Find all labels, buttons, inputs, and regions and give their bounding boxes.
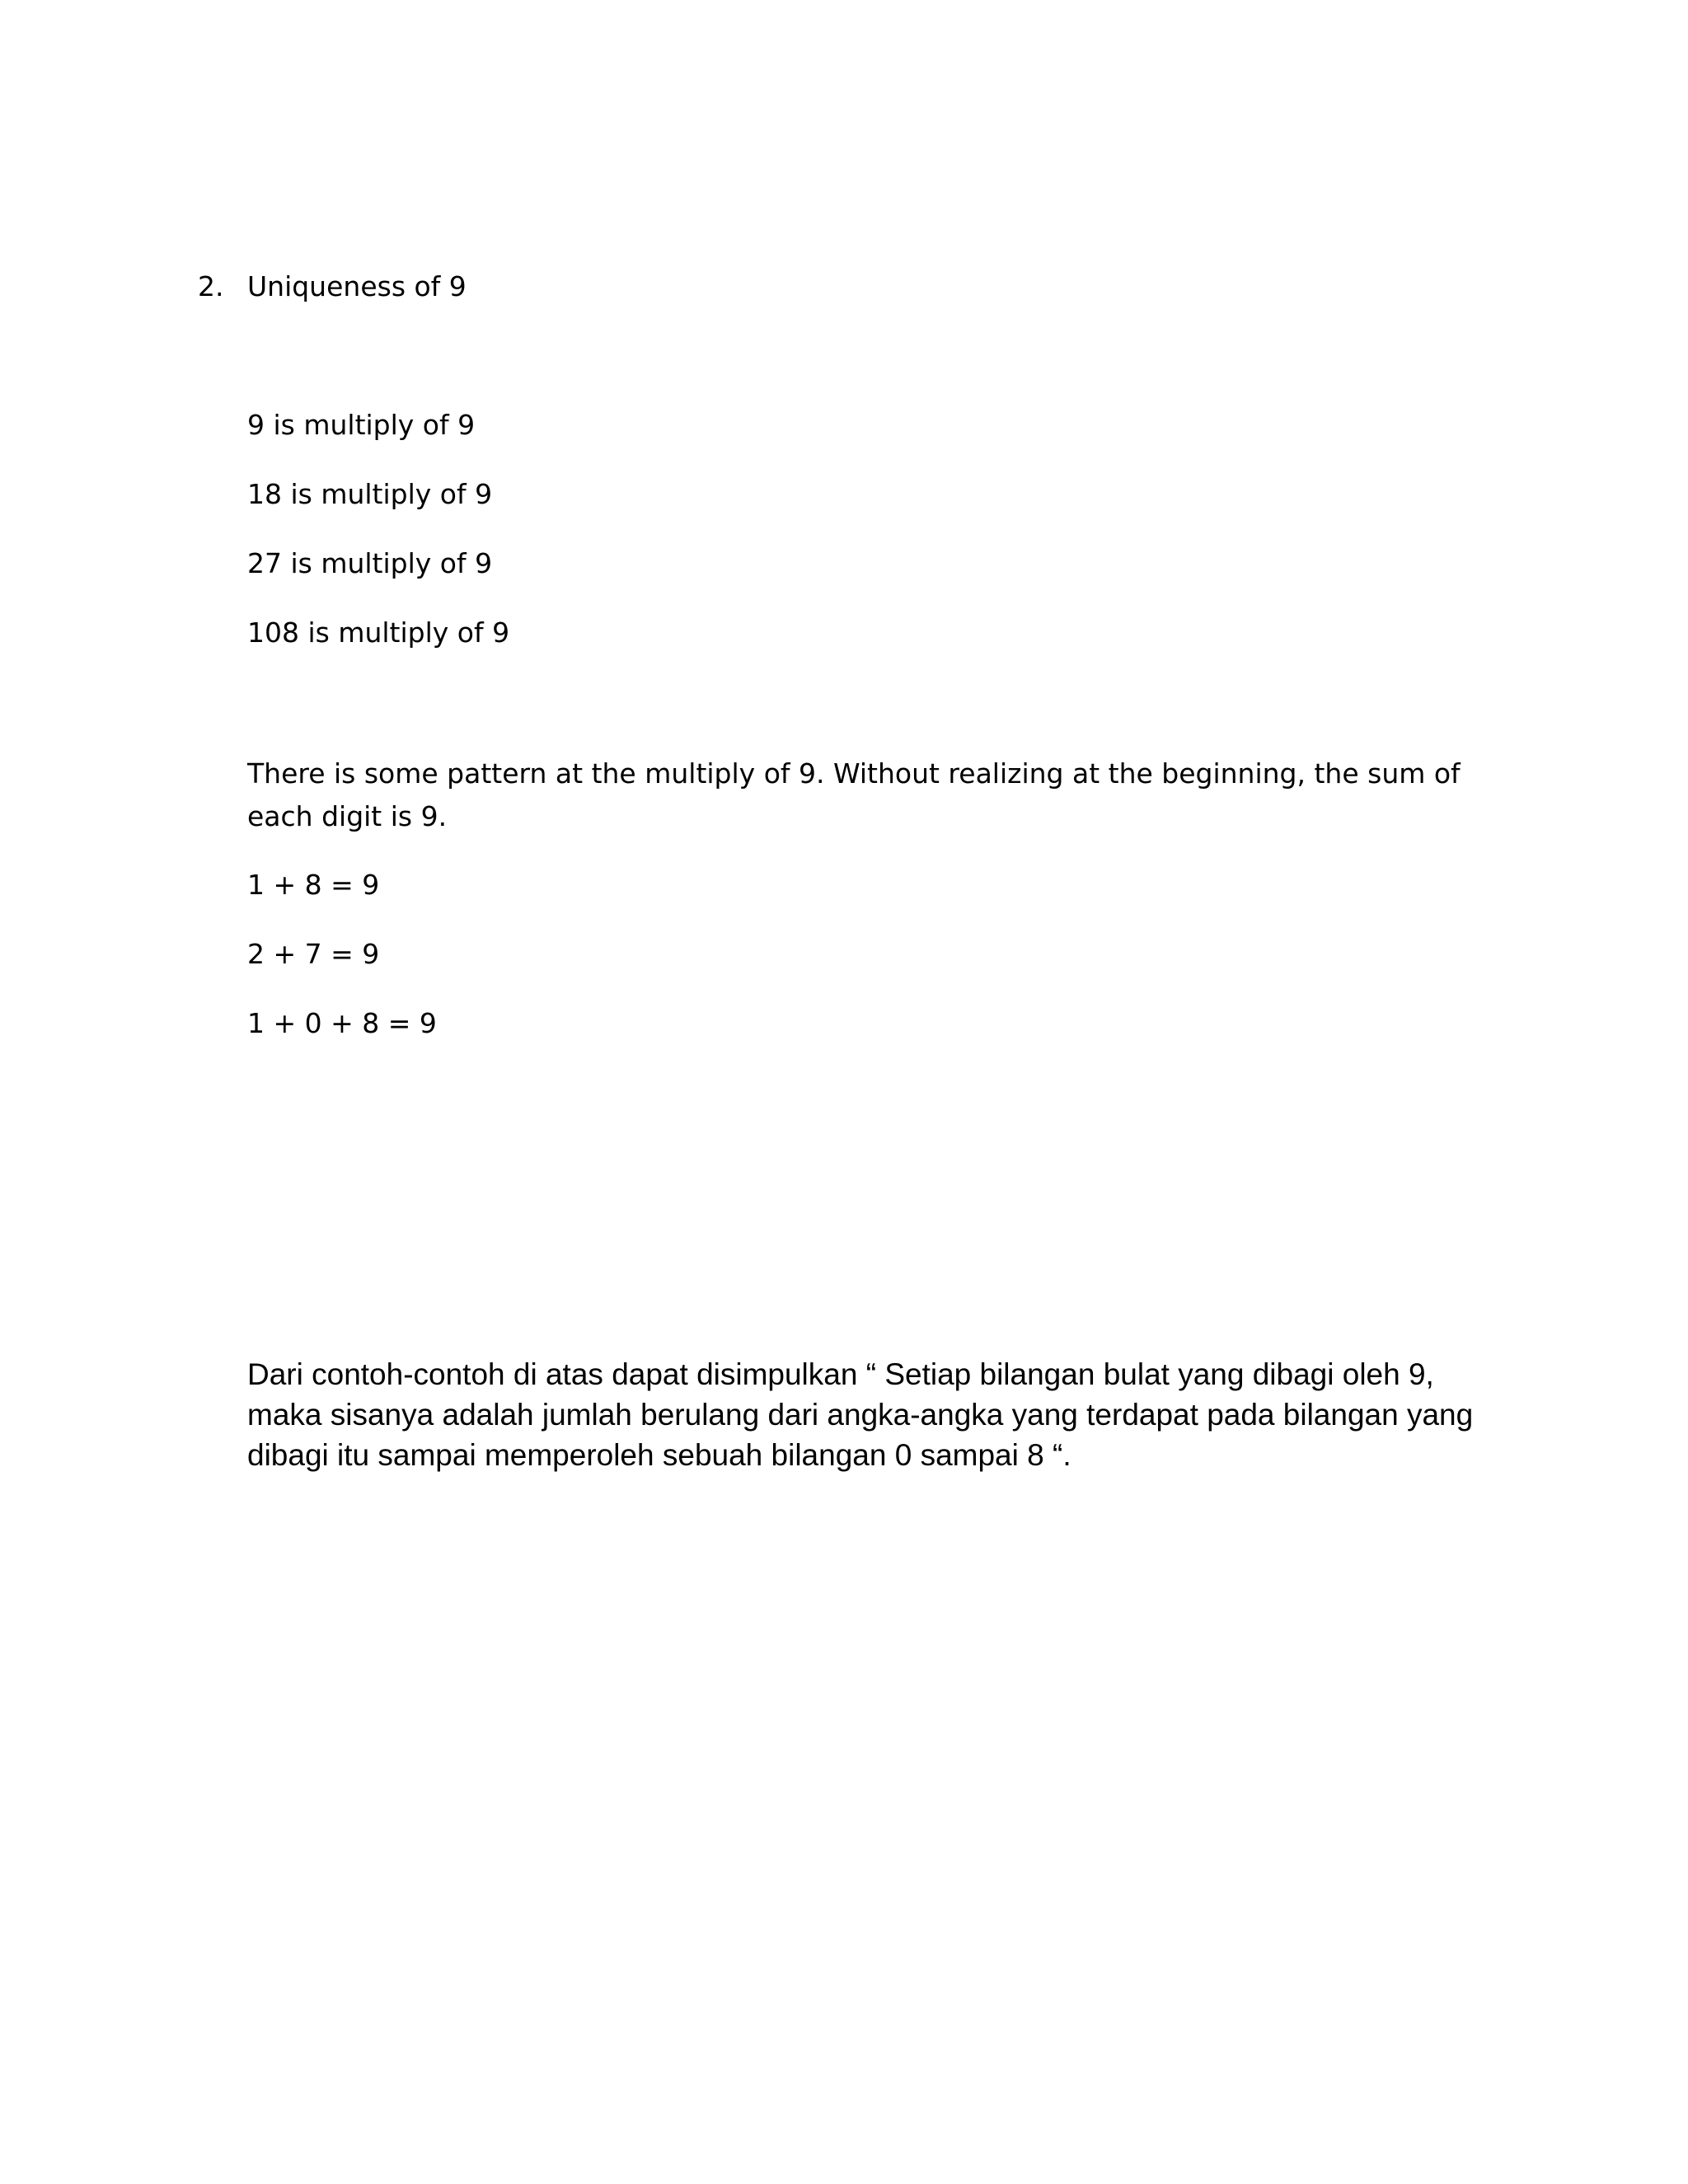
section-heading: Uniqueness of 9 xyxy=(247,270,467,302)
conclusion-line-3: dibagi itu sampai memperoleh sebuah bilangan 0 sampai 8 “. xyxy=(247,1438,1071,1472)
sum-line-3: 1 + 0 + 8 = 9 xyxy=(247,1007,437,1039)
list-number: 2. xyxy=(198,270,224,302)
multiple-line-4: 108 is multiply of 9 xyxy=(247,616,510,649)
multiple-line-2: 18 is multiply of 9 xyxy=(247,478,493,510)
sum-line-2: 2 + 7 = 9 xyxy=(247,938,380,970)
conclusion-paragraph xyxy=(247,1354,1484,1475)
conclusion-line-2: maka sisanya adalah jumlah berulang dari angka-angka yang terdapat pada bilangan yang xyxy=(247,1398,1474,1432)
sum-line-1: 1 + 8 = 9 xyxy=(247,869,380,901)
conclusion-line-1: Dari contoh-contoh di atas dapat disimpulkan “ Setiap bilangan bulat yang dibagi oleh 9, xyxy=(247,1357,1434,1391)
multiple-line-3: 27 is multiply of 9 xyxy=(247,547,493,579)
pattern-paragraph: There is some pattern at the multiply of 9. Without realizing at the beginning, the sum of each digit is 9. xyxy=(247,757,1461,832)
multiple-line-1: 9 is multiply of 9 xyxy=(247,409,476,441)
